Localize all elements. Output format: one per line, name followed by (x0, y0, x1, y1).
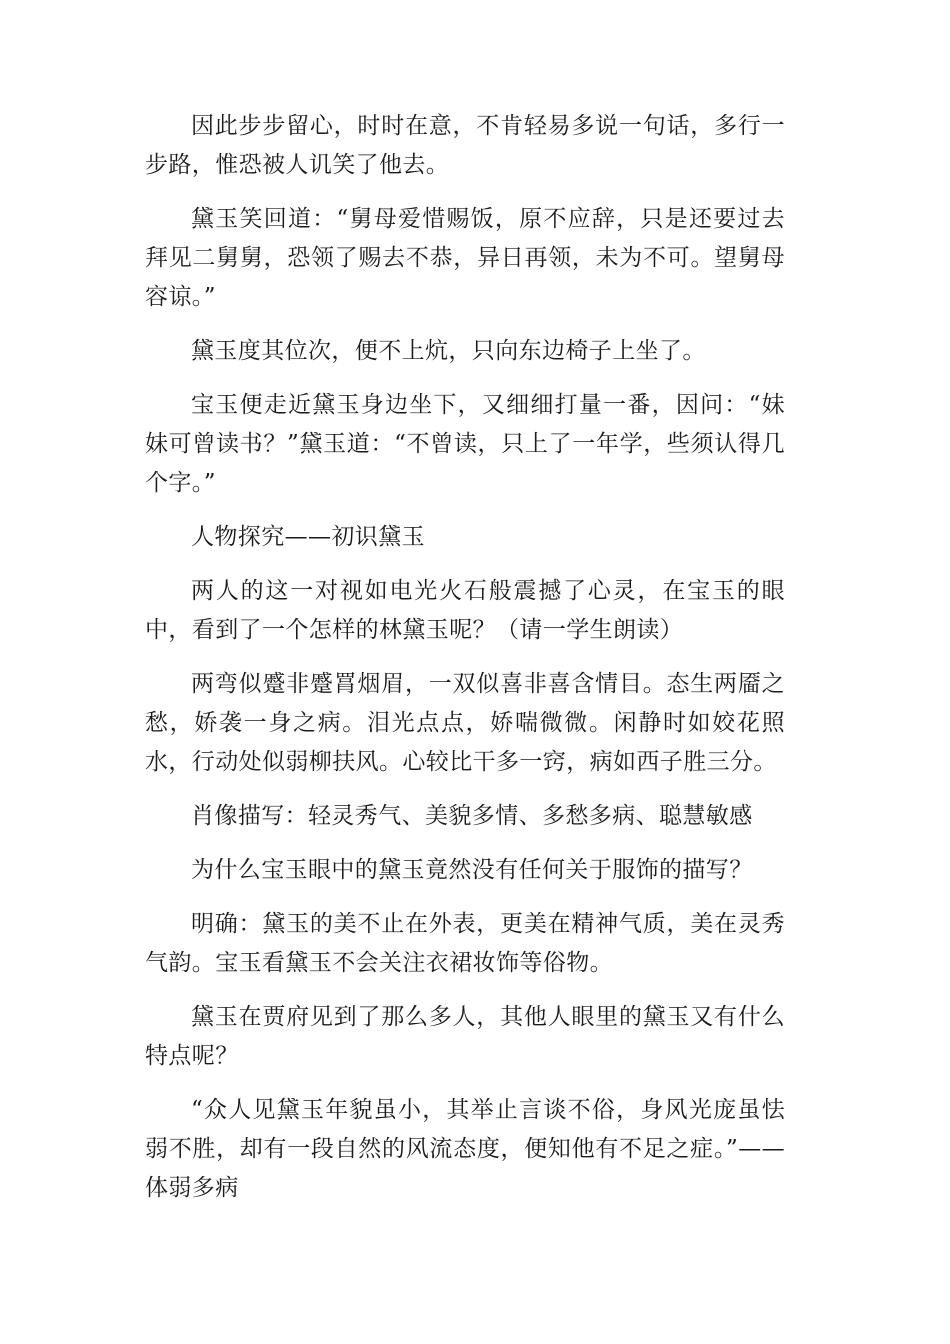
paragraph: 两弯似蹙非蹙罥烟眉，一双似喜非喜含情目。态生两靥之愁，娇袭一身之病。泪光点点，娇喘微微。闲静时如姣花照水，行动处似弱柳扶风。心较比干多一窍，病如西子胜三分。 (145, 671, 785, 775)
paragraph: 为什么宝玉眼中的黛玉竟然没有任何关于服饰的描写？ (191, 857, 753, 883)
paragraph: 因此步步留心，时时在意，不肯轻易多说一句话，多行一步路，惟恐被人讥笑了他去。 (145, 113, 785, 178)
paragraph: 黛玉在贾府见到了那么多人，其他人眼里的黛玉又有什么特点呢？ (145, 1004, 785, 1069)
section-heading: 人物探究——初识黛玉 (191, 524, 425, 550)
paragraph: 黛玉度其位次，便不上炕，只向东边椅子上坐了。 (191, 338, 706, 364)
paragraph: 两人的这一对视如电光火石般震撼了心灵，在宝玉的眼中，看到了一个怎样的林黛玉呢？（请一学生朗读） (145, 578, 785, 643)
paragraph: 宝玉便走近黛玉身边坐下，又细细打量一番，因问：“妹妹可曾读书？”黛玉道：“不曾读，只上了一年学，些须认得几个字。” (145, 392, 785, 496)
paragraph: 肖像描写：轻灵秀气、美貌多情、多愁多病、聪慧敏感 (191, 803, 753, 829)
document-body (145, 107, 785, 1223)
paragraph: 明确：黛玉的美不止在外表，更美在精神气质，美在灵秀气韵。宝玉看黛玉不会关注衣裙妆饰等俗物。 (145, 911, 785, 976)
paragraph: 黛玉笑回道：“舅母爱惜赐饭，原不应辞，只是还要过去拜见二舅舅，恐领了赐去不恭，异日再领，未为不可。望舅母容谅。” (145, 206, 785, 310)
paragraph: “众人见黛玉年貌虽小，其举止言谈不俗，身风光庞虽怯弱不胜，却有一段自然的风流态度，便知他有不足之症。”——体弱多病 (145, 1097, 785, 1201)
